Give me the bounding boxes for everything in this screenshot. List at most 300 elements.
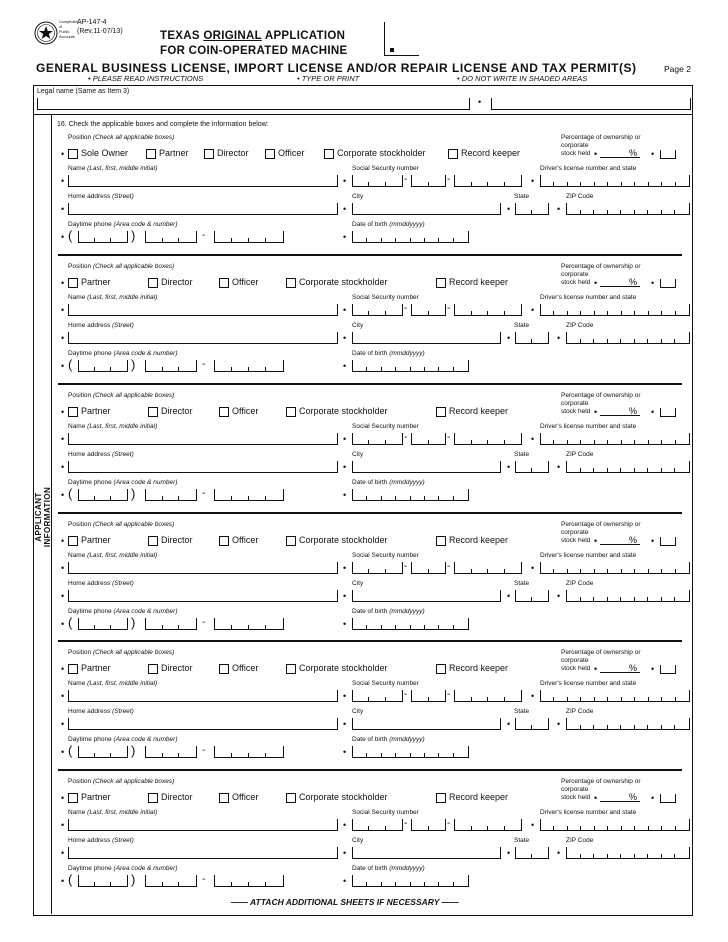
field-tick (647, 339, 648, 343)
field-tick (410, 882, 411, 886)
field-tick (634, 440, 635, 444)
area-code-open-paren: ( (68, 486, 73, 501)
field-tick (110, 367, 111, 371)
area-code-close-paren: ) (131, 357, 136, 372)
area-code-input[interactable] (78, 875, 128, 887)
name-note: (Last, first, middle initial) (87, 165, 158, 172)
ownership-bullet: • (594, 664, 598, 674)
ssn-dash-2: - (447, 174, 451, 185)
zip-bullet: • (557, 204, 561, 214)
phone-prefix-input[interactable] (145, 746, 197, 758)
director-label: Director (161, 277, 193, 287)
name-text: Name (68, 680, 86, 687)
dl-bullet: • (531, 820, 535, 830)
ownership-label: Percentage of ownership or (561, 521, 641, 528)
dl-label: Driver's license number and state (540, 294, 637, 301)
drivers-license-input[interactable] (540, 562, 690, 574)
field-tick (531, 854, 532, 858)
ssn-serial-input[interactable] (454, 175, 522, 187)
field-tick (94, 496, 95, 500)
home-note: (Street) (112, 322, 134, 329)
partner-checkbox[interactable] (68, 793, 78, 803)
percent-sign: % (629, 148, 638, 158)
field-tick (395, 496, 396, 500)
city-bullet: • (343, 848, 347, 858)
director-checkbox[interactable] (148, 278, 158, 288)
corporate-stockholder-checkbox[interactable] (286, 536, 296, 546)
legal-name-input[interactable] (37, 98, 470, 110)
phone-bullet: • (61, 361, 65, 371)
record-keeper-checkbox[interactable] (436, 407, 446, 417)
field-tick (424, 496, 425, 500)
officer-checkbox[interactable] (219, 536, 229, 546)
field-tick (634, 725, 635, 729)
phone-dash: - (202, 745, 206, 756)
dob-label (352, 608, 425, 615)
field-tick (661, 210, 662, 214)
ssn-area-input[interactable] (352, 562, 403, 574)
area-code-input[interactable] (78, 618, 128, 630)
field-tick (621, 826, 622, 830)
dob-bullet: • (343, 232, 347, 242)
partner-checkbox[interactable] (68, 536, 78, 546)
city-input[interactable] (352, 847, 501, 859)
officer-checkbox[interactable] (219, 278, 229, 288)
state-input[interactable] (515, 332, 549, 344)
zip-bullet: • (557, 462, 561, 472)
ssn-dash-1: - (404, 818, 408, 829)
percent-sign: % (629, 663, 638, 673)
field-tick (634, 597, 635, 601)
record-keeper-label: Record keeper (449, 406, 509, 416)
field-tick (381, 882, 382, 886)
area-code-input[interactable] (78, 489, 128, 501)
home-bullet: • (61, 719, 65, 729)
field-tick (231, 882, 232, 886)
dl-label: Driver's license number and state (540, 165, 637, 172)
ssn-area-input[interactable] (352, 304, 403, 316)
zip-input[interactable] (566, 590, 690, 602)
home-note: (Street) (112, 193, 134, 200)
phone-text: Daytime phone (68, 865, 112, 872)
area-code-input[interactable] (78, 231, 128, 243)
corporate-label: corporate (561, 657, 589, 664)
field-tick (428, 569, 429, 573)
field-tick (438, 238, 439, 242)
position-label (68, 263, 174, 270)
dl-bullet: • (531, 691, 535, 701)
field-tick (471, 697, 472, 701)
city-label: City (352, 580, 364, 587)
zip-input[interactable] (566, 203, 690, 215)
field-tick (607, 725, 608, 729)
position-note: (Check all applicable boxes) (92, 392, 175, 399)
ssn-label: Social Security number (352, 809, 419, 816)
shaded-code-input[interactable] (660, 408, 676, 417)
field-tick (580, 339, 581, 343)
home-text: Home address (68, 837, 111, 844)
field-tick (567, 569, 568, 573)
city-input[interactable] (352, 461, 501, 473)
shaded-code-input[interactable] (660, 150, 676, 159)
phone-line-input[interactable] (214, 231, 284, 243)
partner-checkbox[interactable] (146, 149, 156, 159)
field-tick (366, 753, 367, 757)
field-tick (110, 238, 111, 242)
home-address-input[interactable] (68, 847, 338, 859)
field-tick (661, 725, 662, 729)
title-line-1-post: APPLICATION (261, 30, 346, 42)
zip-input[interactable] (566, 718, 690, 730)
director-checkbox[interactable] (148, 536, 158, 546)
stock-held-label: stock held (561, 279, 591, 286)
field-tick (410, 367, 411, 371)
ownership-label: Percentage of ownership or (561, 263, 641, 270)
record-keeper-checkbox[interactable] (436, 664, 446, 674)
officer-label: Officer (232, 663, 259, 673)
ssn-area-input[interactable] (352, 690, 403, 702)
field-tick (231, 238, 232, 242)
phone-line-input[interactable] (214, 489, 284, 501)
ssn-dash-1: - (404, 174, 408, 185)
field-tick (593, 210, 594, 214)
field-tick (594, 697, 595, 701)
drivers-license-input[interactable] (540, 690, 690, 702)
record-keeper-checkbox[interactable] (436, 278, 446, 288)
field-tick (424, 753, 425, 757)
field-tick (634, 339, 635, 343)
phone-bullet: • (61, 876, 65, 886)
drivers-license-input[interactable] (540, 819, 690, 831)
dl-label: Driver's license number and state (540, 552, 637, 559)
field-tick (634, 826, 635, 830)
phone-bullet: • (61, 232, 65, 242)
drivers-license-input[interactable] (540, 433, 690, 445)
name-text: Name (68, 552, 86, 559)
city-input[interactable] (352, 332, 501, 344)
field-tick (607, 311, 608, 315)
city-label: City (352, 451, 364, 458)
ssn-bullet: • (343, 176, 347, 186)
field-tick (487, 826, 488, 830)
form-number: AP-147-4 (77, 19, 107, 26)
title-original-word: ORIGINAL (203, 30, 262, 42)
phone-line-input[interactable] (214, 618, 284, 630)
name-input[interactable] (68, 819, 338, 831)
state-input[interactable] (515, 847, 549, 859)
ssn-serial-input[interactable] (454, 433, 522, 445)
director-checkbox[interactable] (148, 664, 158, 674)
officer-checkbox[interactable] (219, 407, 229, 417)
field-tick (531, 210, 532, 214)
dob-label (352, 736, 425, 743)
field-tick (248, 625, 249, 629)
record-keeper-checkbox[interactable] (436, 793, 446, 803)
partner-checkbox[interactable] (68, 407, 78, 417)
field-tick (438, 882, 439, 886)
dob-text: Date of birth (352, 350, 388, 357)
shaded-code-input[interactable] (660, 794, 676, 803)
state-input[interactable] (515, 718, 549, 730)
officer-label: Officer (232, 277, 259, 287)
field-tick (453, 882, 454, 886)
phone-bullet: • (61, 490, 65, 500)
corporate-label: corporate (561, 142, 589, 149)
home-address-input[interactable] (68, 461, 338, 473)
name-text: Name (68, 809, 86, 816)
field-tick (395, 625, 396, 629)
officer-checkbox[interactable] (219, 793, 229, 803)
ssn-serial-input[interactable] (454, 562, 522, 574)
director-label: Director (161, 535, 193, 545)
phone-note: (Area code & number) (113, 479, 178, 486)
item-16-instruction: 16. Check the applicable boxes and complete the information below: (57, 121, 269, 128)
shaded-bullet: • (651, 793, 655, 803)
shaded-bullet: • (651, 664, 655, 674)
field-tick (410, 238, 411, 242)
field-tick (580, 182, 581, 186)
name-note: (Last, first, middle initial) (87, 294, 158, 301)
partner-label: Partner (81, 535, 111, 545)
shaded-code-input[interactable] (660, 279, 676, 288)
corporate-label: corporate (561, 400, 589, 407)
home-bullet: • (61, 848, 65, 858)
partner-label: Partner (81, 406, 111, 416)
field-tick (504, 826, 505, 830)
phone-line-input[interactable] (214, 746, 284, 758)
area-code-close-paren: ) (131, 615, 136, 630)
field-tick (580, 826, 581, 830)
field-tick (531, 468, 532, 472)
field-tick (504, 569, 505, 573)
zip-bullet: • (557, 333, 561, 343)
record-keeper-label: Record keeper (461, 148, 521, 158)
area-code-close-paren: ) (131, 872, 136, 887)
name-bullet: • (61, 176, 65, 186)
corporate-stockholder-checkbox[interactable] (286, 793, 296, 803)
name-input[interactable] (68, 562, 338, 574)
shaded-code-input[interactable] (660, 537, 676, 546)
zip-bullet: • (557, 719, 561, 729)
field-tick (607, 182, 608, 186)
ssn-serial-input[interactable] (454, 819, 522, 831)
field-tick (620, 468, 621, 472)
field-tick (634, 468, 635, 472)
field-tick (366, 496, 367, 500)
ssn-label: Social Security number (352, 165, 419, 172)
home-note: (Street) (112, 580, 134, 587)
dl-bullet: • (531, 305, 535, 315)
ssn-dash-1: - (404, 689, 408, 700)
corporate-stockholder-checkbox[interactable] (286, 407, 296, 417)
ownership-label: Percentage of ownership or (561, 778, 641, 785)
director-checkbox[interactable] (148, 793, 158, 803)
ssn-area-input[interactable] (352, 433, 403, 445)
phone-prefix-input[interactable] (145, 489, 197, 501)
ssn-serial-input[interactable] (454, 690, 522, 702)
home-text: Home address (68, 708, 111, 715)
zip-input[interactable] (566, 332, 690, 344)
shaded-bullet: • (651, 149, 655, 159)
city-input[interactable] (352, 718, 501, 730)
name-text: Name (68, 165, 86, 172)
ownership-bullet: • (594, 536, 598, 546)
field-tick (94, 367, 95, 371)
name-input[interactable] (68, 304, 338, 316)
corporate-stockholder-checkbox[interactable] (286, 278, 296, 288)
home-text: Home address (68, 580, 111, 587)
position-label (68, 521, 174, 528)
director-checkbox[interactable] (148, 407, 158, 417)
field-tick (553, 311, 554, 315)
seal-icon (34, 21, 58, 45)
field-tick (553, 826, 554, 830)
side-label: APPLICANT INFORMATION (34, 486, 52, 548)
position-text: Position (68, 392, 92, 399)
phone-text: Daytime phone (68, 608, 112, 615)
dl-bullet: • (531, 563, 535, 573)
name-input[interactable] (68, 433, 338, 445)
stock-held-label: stock held (561, 150, 591, 157)
dob-text: Date of birth (352, 479, 388, 486)
ssn-area-input[interactable] (352, 175, 403, 187)
city-label: City (352, 837, 364, 844)
field-tick (368, 440, 369, 444)
state-input[interactable] (515, 461, 549, 473)
field-tick (674, 597, 675, 601)
corporate-stockholder-checkbox[interactable] (286, 664, 296, 674)
state-input[interactable] (515, 203, 549, 215)
percent-sign: % (629, 406, 638, 416)
phone-note: (Area code & number) (113, 350, 178, 357)
area-code-close-paren: ) (131, 228, 136, 243)
phone-line-input[interactable] (214, 360, 284, 372)
field-tick (248, 367, 249, 371)
ssn-serial-input[interactable] (454, 304, 522, 316)
partner-checkbox[interactable] (68, 278, 78, 288)
field-tick (162, 496, 163, 500)
city-input[interactable] (352, 590, 501, 602)
section-separator (58, 640, 682, 642)
field-tick (675, 826, 676, 830)
officer-label: Officer (278, 148, 305, 158)
field-tick (366, 238, 367, 242)
drivers-license-input[interactable] (540, 175, 690, 187)
shaded-code-input[interactable] (660, 665, 676, 674)
field-tick (231, 496, 232, 500)
phone-line-input[interactable] (214, 875, 284, 887)
position-label (68, 649, 174, 656)
home-note: (Street) (112, 837, 134, 844)
field-tick (620, 725, 621, 729)
name-input[interactable] (68, 690, 338, 702)
field-tick (648, 311, 649, 315)
officer-checkbox[interactable] (265, 149, 275, 159)
director-label: Director (217, 148, 249, 158)
name-input[interactable] (68, 175, 338, 187)
phone-dash: - (202, 230, 206, 241)
phone-label (68, 608, 178, 615)
phone-prefix-input[interactable] (145, 360, 197, 372)
phone-note: (Area code & number) (113, 221, 178, 228)
home-note: (Street) (112, 451, 134, 458)
dob-note: (mmddyyyy) (389, 350, 425, 357)
ownership-bullet: • (594, 793, 598, 803)
ssn-bullet: • (343, 434, 347, 444)
drivers-license-input[interactable] (540, 304, 690, 316)
area-code-input[interactable] (78, 360, 128, 372)
ssn-label: Social Security number (352, 680, 419, 687)
name-label (68, 294, 157, 301)
area-code-input[interactable] (78, 746, 128, 758)
name-note: (Last, first, middle initial) (87, 809, 158, 816)
field-tick (620, 597, 621, 601)
field-tick (248, 238, 249, 242)
field-tick (410, 625, 411, 629)
field-tick (567, 826, 568, 830)
partner-checkbox[interactable] (68, 664, 78, 674)
phone-text: Daytime phone (68, 350, 112, 357)
corporate-stockholder-checkbox[interactable] (324, 149, 334, 159)
name-note: (Last, first, middle initial) (87, 680, 158, 687)
home-address-input[interactable] (68, 718, 338, 730)
shaded-bullet: • (651, 536, 655, 546)
field-tick (231, 625, 232, 629)
phone-prefix-input[interactable] (145, 231, 197, 243)
zip-input[interactable] (566, 461, 690, 473)
officer-checkbox[interactable] (219, 664, 229, 674)
field-tick (647, 468, 648, 472)
field-tick (265, 367, 266, 371)
home-address-input[interactable] (68, 590, 338, 602)
shaded-code-mark (390, 48, 394, 52)
field-tick (438, 496, 439, 500)
ssn-label: Social Security number (352, 294, 419, 301)
state-input[interactable] (515, 590, 549, 602)
phone-prefix-input[interactable] (145, 618, 197, 630)
zip-input[interactable] (566, 847, 690, 859)
stock-held-label: stock held (561, 537, 591, 544)
record-keeper-checkbox[interactable] (448, 149, 458, 159)
zip-label: ZIP Code (566, 708, 594, 715)
field-tick (661, 311, 662, 315)
stock-held-label: stock held (561, 665, 591, 672)
name-label (68, 680, 157, 687)
field-tick (265, 753, 266, 757)
dob-label (352, 865, 425, 872)
field-tick (178, 238, 179, 242)
home-address-input[interactable] (68, 332, 338, 344)
city-input[interactable] (352, 203, 501, 215)
sole-owner-checkbox[interactable] (68, 149, 78, 159)
taxpayer-number-input[interactable] (491, 98, 691, 110)
home-address-input[interactable] (68, 203, 338, 215)
field-tick (248, 882, 249, 886)
field-tick (395, 753, 396, 757)
ssn-area-input[interactable] (352, 819, 403, 831)
ssn-dash-1: - (404, 561, 408, 572)
phone-prefix-input[interactable] (145, 875, 197, 887)
dob-label (352, 479, 425, 486)
field-tick (428, 182, 429, 186)
field-tick (265, 882, 266, 886)
field-tick (661, 339, 662, 343)
field-tick (593, 468, 594, 472)
director-checkbox[interactable] (204, 149, 214, 159)
field-tick (634, 182, 635, 186)
state-label: State (514, 837, 530, 844)
record-keeper-checkbox[interactable] (436, 536, 446, 546)
